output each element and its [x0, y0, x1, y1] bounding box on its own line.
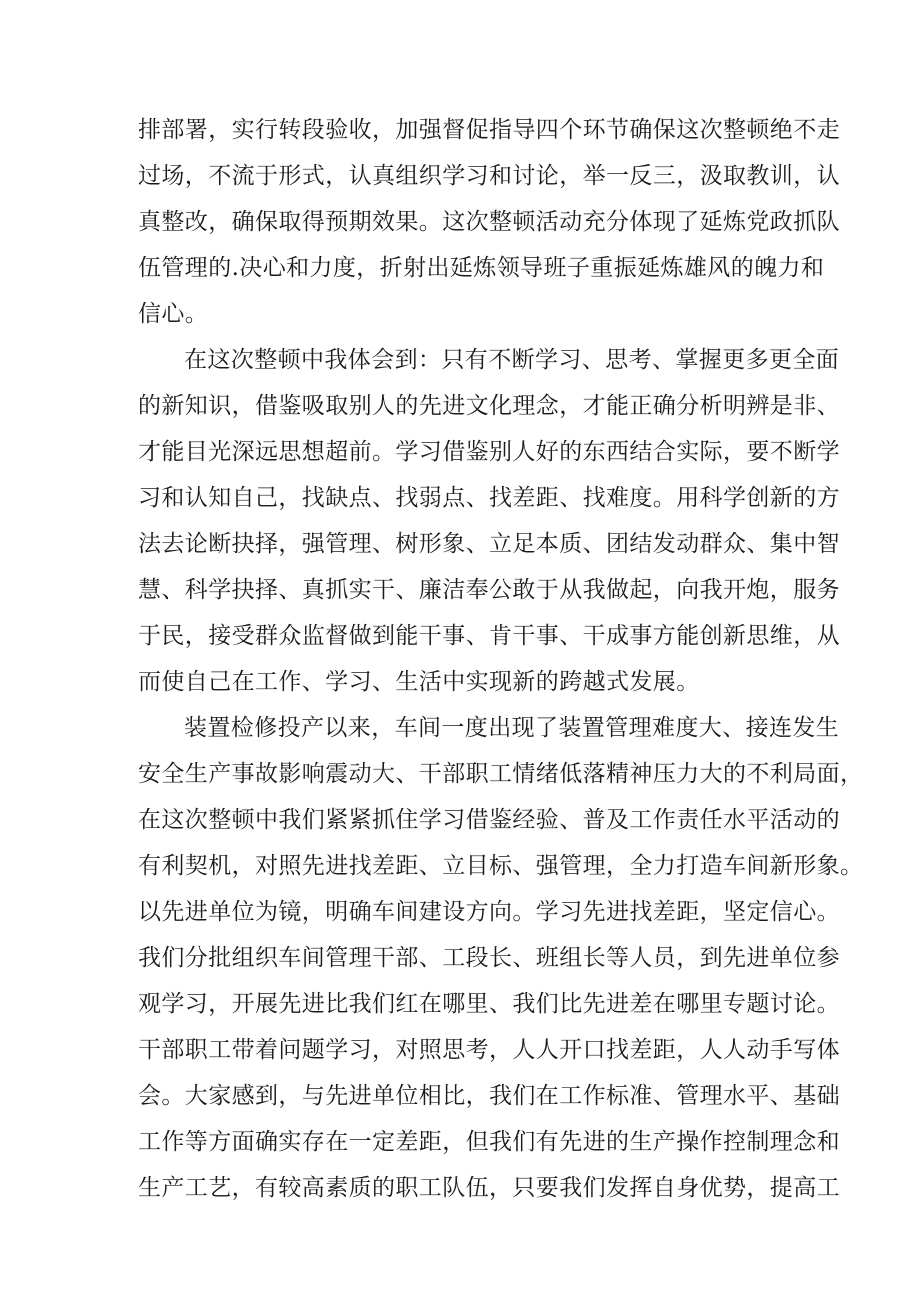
- text-line: 干部职工带着问题学习，对照思考，人人开口找差距，人人动手写体: [138, 1037, 840, 1063]
- paragraph-1: [138, 107, 840, 337]
- text-line: 排部署，实行转段验收，加强督促指导四个环节确保这次整顿绝不走: [138, 117, 840, 143]
- text-line: 有利契机，对照先进找差距、立目标、强管理，全力打造车间新形象。: [138, 853, 864, 879]
- text-line: 在这次整顿中我体会到：只有不断学习、思考、掌握更多更全面: [184, 347, 840, 373]
- text-line: 生产工艺，有较高素质的职工队伍，只要我们发挥自身优势，提高工: [138, 1175, 840, 1201]
- document-body: [138, 107, 864, 1211]
- text-line: 在这次整顿中我们紧紧抓住学习借鉴经验、普及工作责任水平活动的: [138, 807, 840, 833]
- paragraph-2: [138, 337, 840, 705]
- text-line: 慧、科学抉择、真抓实干、廉洁奉公敢于从我做起，向我开炮，服务: [138, 577, 840, 603]
- text-line: 我们分批组织车间管理干部、工段长、班组长等人员，到先进单位参: [138, 945, 840, 971]
- text-line: 信心。: [138, 301, 209, 327]
- paragraph-3: [138, 705, 864, 1211]
- text-line: 而使自己在工作、学习、生活中实现新的跨越式发展。: [138, 669, 700, 695]
- text-line: 于民，接受群众监督做到能干事、肯干事、干成事方能创新思维，从: [138, 623, 840, 649]
- text-line: 才能目光深远思想超前。学习借鉴别人好的东西结合实际，要不断学: [138, 439, 840, 465]
- text-line: 过场，不流于形式，认真组织学习和讨论，举一反三，汲取教训，认: [138, 163, 840, 189]
- text-line: 真整改，确保取得预期效果。这次整顿活动充分体现了延炼党政抓队: [138, 209, 840, 235]
- text-line: 观学习，开展先进比我们红在哪里、我们比先进差在哪里专题讨论。: [138, 991, 840, 1017]
- text-line: 装置检修投产以来，车间一度出现了装置管理难度大、接连发生: [184, 715, 840, 741]
- text-line: 法去论断抉择，强管理、树形象、立足本质、团结发动群众、集中智: [138, 531, 840, 557]
- text-line: 的新知识，借鉴吸取别人的先进文化理念，才能正确分析明辨是非、: [138, 393, 840, 419]
- text-line: 会。大家感到，与先进单位相比，我们在工作标准、管理水平、基础: [138, 1083, 840, 1109]
- text-line: 伍管理的.决心和力度，折射出延炼领导班子重振延炼雄风的魄力和: [138, 255, 825, 281]
- text-line: 以先进单位为镜，明确车间建设方向。学习先进找差距，坚定信心。: [138, 899, 840, 925]
- text-line: 工作等方面确实存在一定差距，但我们有先进的生产操作控制理念和: [138, 1129, 840, 1155]
- text-line: 安全生产事故影响震动大、干部职工情绪低落精神压力大的不利局面，: [138, 761, 864, 787]
- text-line: 习和认知自己，找缺点、找弱点、找差距、找难度。用科学创新的方: [138, 485, 840, 511]
